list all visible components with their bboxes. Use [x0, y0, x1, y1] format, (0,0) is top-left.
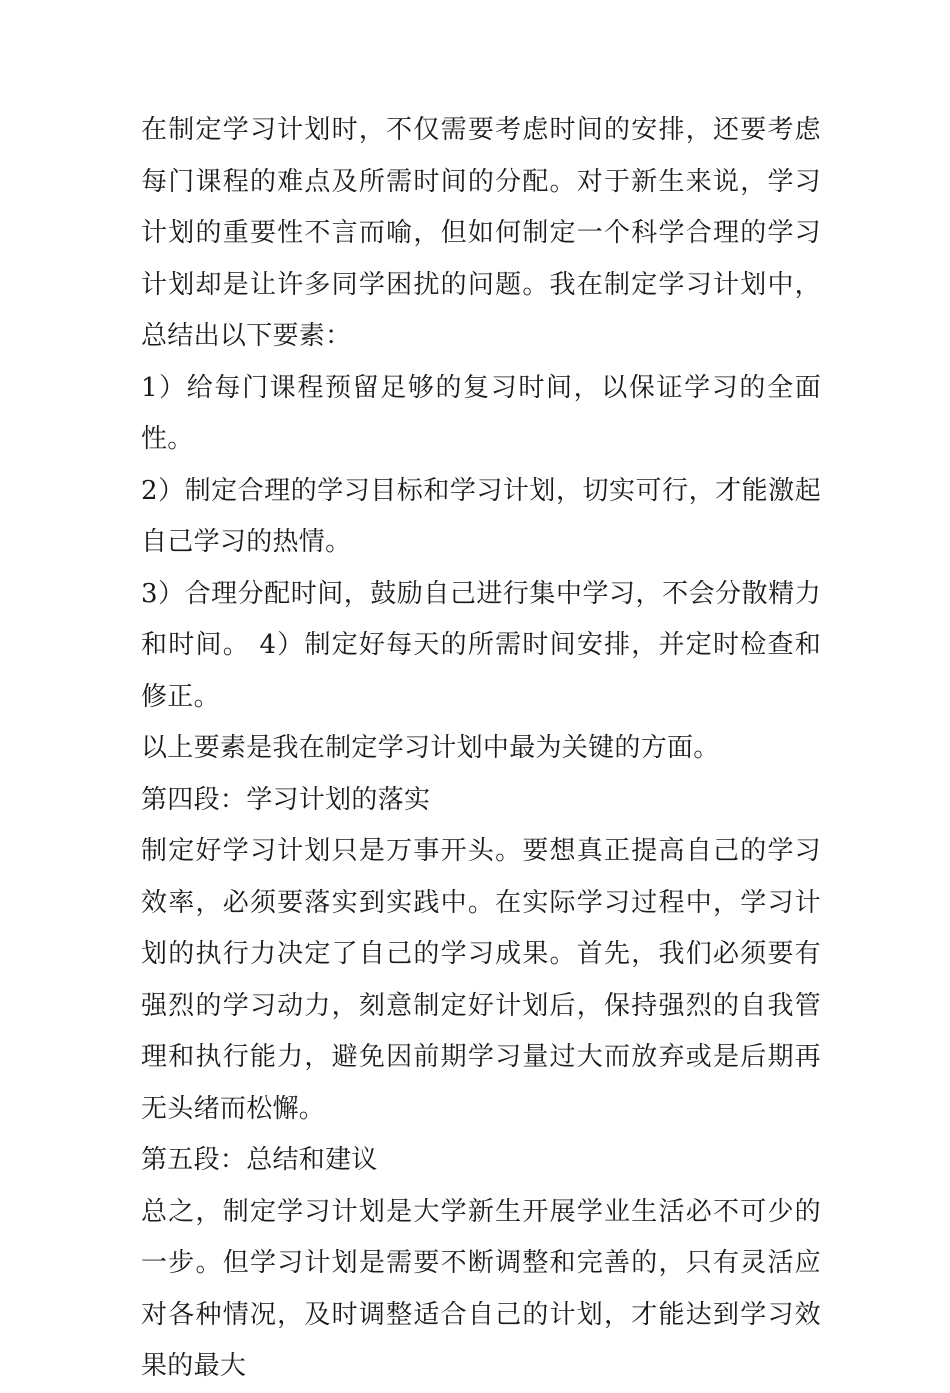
summary-paragraph: 以上要素是我在制定学习计划中最为关键的方面。	[141, 733, 720, 763]
intro-paragraph: 在制定学习计划时，不仅需要考虑时间的安排，还要考虑每门课程的难点及所需时间的分配。对于新生来说，学习计划的重要性不言而喻，但如何制定一个科学合理的学习计划却是让许多同学困扰的问题。我在制定学习计划中，总结出以下要素：	[141, 115, 821, 351]
list-item-2: 2）制定合理的学习目标和学习计划，切实可行，才能激起自己学习的热情。	[141, 475, 821, 557]
list-item-3-4: 3）合理分配时间，鼓励自己进行集中学习，不会分散精力和时间。 4）制定好每天的所需时间安排，并定时检查和修正。	[141, 578, 821, 712]
section-5-paragraph: 总之，制定学习计划是大学新生开展学业生活必不可少的一步。但学习计划是需要不断调整和完善的，只有灵活应对各种情况，及时调整适合自己的计划，才能达到学习效果的最大	[141, 1196, 821, 1381]
section-4-paragraph: 制定好学习计划只是万事开头。要想真正提高自己的学习效率，必须要落实到实践中。在实际学习过程中，学习计划的执行力决定了自己的学习成果。首先，我们必须要有强烈的学习动力，刻意制定好计划后，保持强烈的自我管理和执行能力，避免因前期学习量过大而放弃或是后期再无头绪而松懈。	[141, 836, 821, 1124]
document-body	[141, 105, 821, 1393]
list-item-1: 1）给每门课程预留足够的复习时间，以保证学习的全面性。	[141, 372, 821, 454]
section-5-heading: 第五段：总结和建议	[141, 1145, 378, 1175]
section-4-heading: 第四段：学习计划的落实	[141, 784, 431, 815]
